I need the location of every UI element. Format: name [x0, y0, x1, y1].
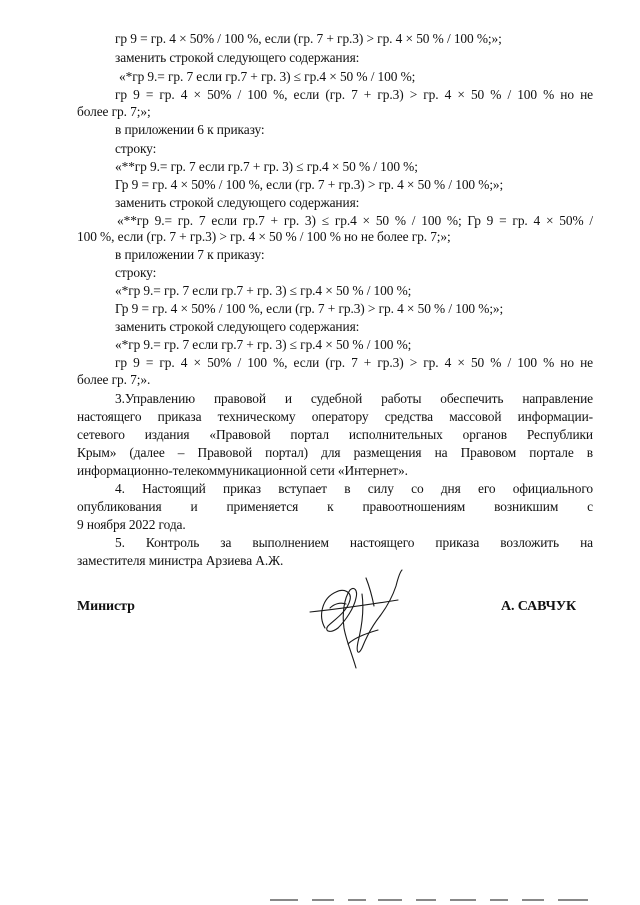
text-line: «*гр 9.= гр. 7 если гр.7 + гр. 3) ≤ гр.4 × 50 % / 100 %;: [115, 337, 412, 352]
text-line: более гр. 7;».: [77, 372, 151, 387]
signatory-name: А. САВЧУК: [501, 599, 577, 614]
text-line: опубликования и применяется к правоотношениям возникшим с: [77, 499, 593, 514]
text-line: строку:: [115, 265, 157, 280]
text-line: 9 ноября 2022 года.: [77, 517, 186, 532]
text-line: «*гр 9.= гр. 7 если гр.7 + гр. 3) ≤ гр.4 × 50 % / 100 %;: [115, 283, 412, 298]
text-line: «*гр 9.= гр. 7 если гр.7 + гр. 3) ≤ гр.4 × 50 % / 100 %;: [119, 69, 416, 84]
text-line: гр 9 = гр. 4 × 50% / 100 %, если (гр. 7 + гр.3) > гр. 4 × 50 % / 100 % но не: [115, 87, 593, 102]
text-line: гр 9 = гр. 4 × 50% / 100 %, если (гр. 7 + гр.3) > гр. 4 × 50 % / 100 %;»;: [115, 31, 502, 46]
signatory-title: Министр: [77, 599, 135, 614]
text-line: в приложении 6 к приказу:: [115, 122, 265, 137]
text-line: 5. Контроль за выполнением настоящего приказа возложить на: [115, 535, 593, 550]
text-line: строку:: [115, 141, 157, 156]
text-line: сетевого издания «Правовой портал исполнительных органов Республики: [77, 427, 593, 442]
text-line: 4. Настоящий приказ вступает в силу со дня его официального: [115, 481, 593, 496]
text-line: Гр 9 = гр. 4 × 50% / 100 %, если (гр. 7 + гр.3) > гр. 4 × 50 % / 100 %;»;: [115, 301, 504, 316]
text-line: заменить строкой следующего содержания:: [115, 319, 360, 334]
text-line: информационно-телекоммуникационной сети «Интернет».: [77, 463, 408, 478]
text-line: Крым» (далее – Правовой портал) для размещения на Правовом портале в: [77, 445, 593, 460]
text-line: «**гр 9.= гр. 7 если гр.7 + гр. 3) ≤ гр.4 × 50 % / 100 %;: [115, 159, 418, 174]
text-line: Гр 9 = гр. 4 × 50% / 100 %, если (гр. 7 + гр.3) > гр. 4 × 50 % / 100 %;»;: [115, 177, 504, 192]
text-line: гр 9 = гр. 4 × 50% / 100 %, если (гр. 7 + гр.3) > гр. 4 × 50 % / 100 % но не: [115, 355, 593, 370]
text-line: настоящего приказа техническому оператору средства массовой информации-: [77, 409, 593, 424]
handwritten-signature: [300, 568, 405, 676]
text-line: заменить строкой следующего содержания:: [115, 50, 360, 65]
text-line: заместителя министра Арзиева А.Ж.: [77, 553, 284, 568]
text-line: более гр. 7;»;: [77, 104, 151, 119]
text-line: в приложении 7 к приказу:: [115, 247, 265, 262]
text-line: 3.Управлению правовой и судебной работы обеспечить направление: [115, 391, 593, 406]
scan-edge-marks: [270, 899, 600, 903]
text-line: «**гр 9.= гр. 7 если гр.7 + гр. 3) ≤ гр.4 × 50 % / 100 %; Гр 9 = гр. 4 × 50% /: [117, 213, 593, 228]
text-line: заменить строкой следующего содержания:: [115, 195, 360, 210]
text-line: 100 %, если (гр. 7 + гр.3) > гр. 4 × 50 % / 100 % но не более гр. 7;»;: [77, 229, 451, 244]
